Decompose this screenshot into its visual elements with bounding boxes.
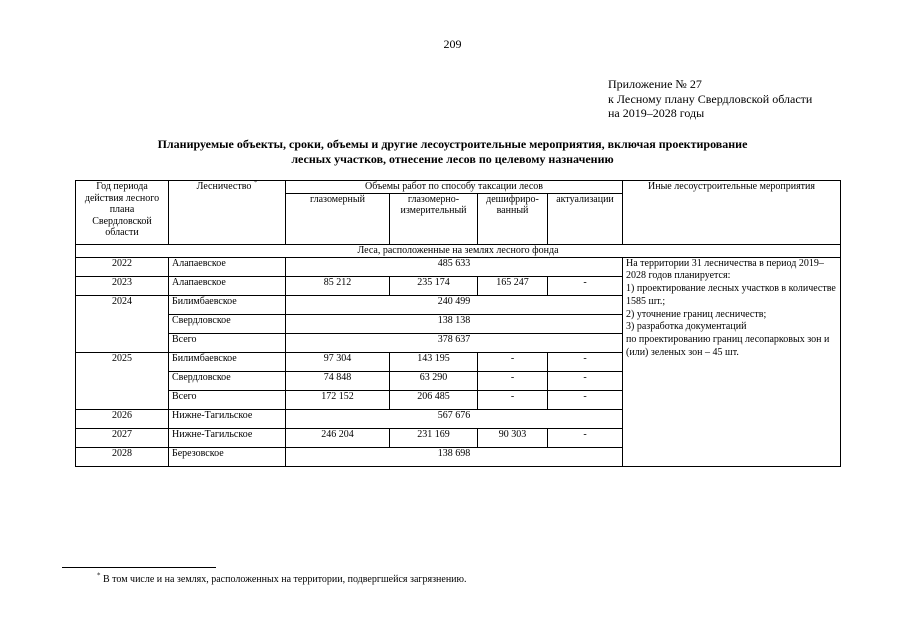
appendix-line-1: Приложение № 27 — [608, 77, 702, 91]
year-cell: 2028 — [76, 447, 169, 466]
header-forestry — [169, 181, 286, 245]
visual-measurement-volume-cell: 231 169 — [390, 428, 478, 447]
section-label: Леса, расположенные на землях лесного фонда — [76, 244, 841, 257]
other-measures-line: по проектированию границ лесопарковых зон и (или) зеленых зон – 45 шт. — [626, 334, 830, 359]
forestry-cell: Свердловское — [169, 314, 286, 333]
forestry-cell: Всего — [169, 333, 286, 352]
header-other-measures: Иные лесоустроительные мероприятия — [623, 181, 841, 245]
visual-volume-cell: 85 212 — [286, 276, 390, 295]
year-cell: 2027 — [76, 428, 169, 447]
other-measures-line: 3) разработка документаций — [626, 321, 747, 333]
decoding-volume-cell: - — [478, 352, 548, 371]
visual-volume-cell: 74 848 — [286, 371, 390, 390]
visual-measurement-volume-cell: 235 174 — [390, 276, 478, 295]
visual-volume-cell: 97 304 — [286, 352, 390, 371]
appendix-line-3: на 2019–2028 годы — [608, 106, 705, 120]
update-volume-cell: - — [548, 276, 623, 295]
other-measures-line: 2) уточнение границ лесничеств; — [626, 308, 767, 320]
other-measures-line: На территории 31 лесничества в период 2019–2028 годов планируется: — [626, 257, 824, 282]
visual-measurement-volume-cell: 206 485 — [390, 390, 478, 409]
visual-volume-cell: 172 152 — [286, 390, 390, 409]
footnote-mark: * — [97, 571, 101, 580]
visual-measurement-volume-cell: 143 195 — [390, 352, 478, 371]
forest-works-table — [75, 180, 841, 467]
header-visual: глазомерный — [286, 193, 390, 244]
header-decoding: дешифриро-ванный — [478, 193, 548, 244]
update-volume-cell: - — [548, 428, 623, 447]
forestry-cell: Нижне-Тагильское — [169, 409, 286, 428]
total-volume-cell: 485 633 — [286, 257, 623, 276]
year-cell: 2022 — [76, 257, 169, 276]
header-update: актуализации — [548, 193, 623, 244]
appendix-reference — [608, 77, 812, 121]
forestry-cell: Билимбаевское — [169, 352, 286, 371]
forestry-cell: Алапаевское — [169, 257, 286, 276]
forestry-cell: Нижне-Тагильское — [169, 428, 286, 447]
total-volume-cell: 567 676 — [286, 409, 623, 428]
footnote-text: В том числе и на землях, расположенных на территории, подвергшейся загрязнению. — [103, 574, 467, 585]
header-visual-measurement: глазомерно-измерительный — [390, 193, 478, 244]
decoding-volume-cell: 165 247 — [478, 276, 548, 295]
footnote-divider — [62, 567, 216, 568]
update-volume-cell: - — [548, 352, 623, 371]
footnote — [97, 571, 467, 585]
year-cell: 2024 — [76, 295, 169, 352]
document-title — [90, 137, 815, 166]
total-volume-cell: 378 637 — [286, 333, 623, 352]
year-cell: 2023 — [76, 276, 169, 295]
forestry-cell: Всего — [169, 390, 286, 409]
year-cell: 2025 — [76, 352, 169, 409]
header-volumes: Объемы работ по способу таксации лесов — [286, 181, 623, 194]
header-forestry-footnote-mark: * — [253, 180, 258, 187]
forestry-cell: Свердловское — [169, 371, 286, 390]
total-volume-cell: 138 138 — [286, 314, 623, 333]
visual-measurement-volume-cell: 63 290 — [390, 371, 478, 390]
total-volume-cell: 240 499 — [286, 295, 623, 314]
decoding-volume-cell: - — [478, 390, 548, 409]
forestry-cell: Березовское — [169, 447, 286, 466]
year-cell: 2026 — [76, 409, 169, 428]
page-number: 209 — [443, 37, 462, 51]
update-volume-cell: - — [548, 390, 623, 409]
table-row — [76, 257, 841, 276]
header-forestry-label: Лесничество — [196, 181, 252, 192]
total-volume-cell: 138 698 — [286, 447, 623, 466]
forestry-cell: Билимбаевское — [169, 295, 286, 314]
forestry-cell: Алапаевское — [169, 276, 286, 295]
decoding-volume-cell: 90 303 — [478, 428, 548, 447]
visual-volume-cell: 246 204 — [286, 428, 390, 447]
other-measures-cell — [623, 257, 841, 466]
other-measures-line: 1) проектирование лесных участков в количестве 1585 шт.; — [626, 283, 836, 307]
decoding-volume-cell: - — [478, 371, 548, 390]
appendix-line-2: к Лесному плану Свердловской области — [608, 91, 813, 106]
header-year: Год периода действия лесного плана Свердловской области — [76, 181, 169, 245]
title-line-2: лесных участков, отнесение лесов по целевому назначению — [291, 151, 614, 166]
title-line-1: Планируемые объекты, сроки, объемы и другие лесоустроительные мероприятия, включая проектирование — [157, 137, 748, 151]
update-volume-cell: - — [548, 371, 623, 390]
